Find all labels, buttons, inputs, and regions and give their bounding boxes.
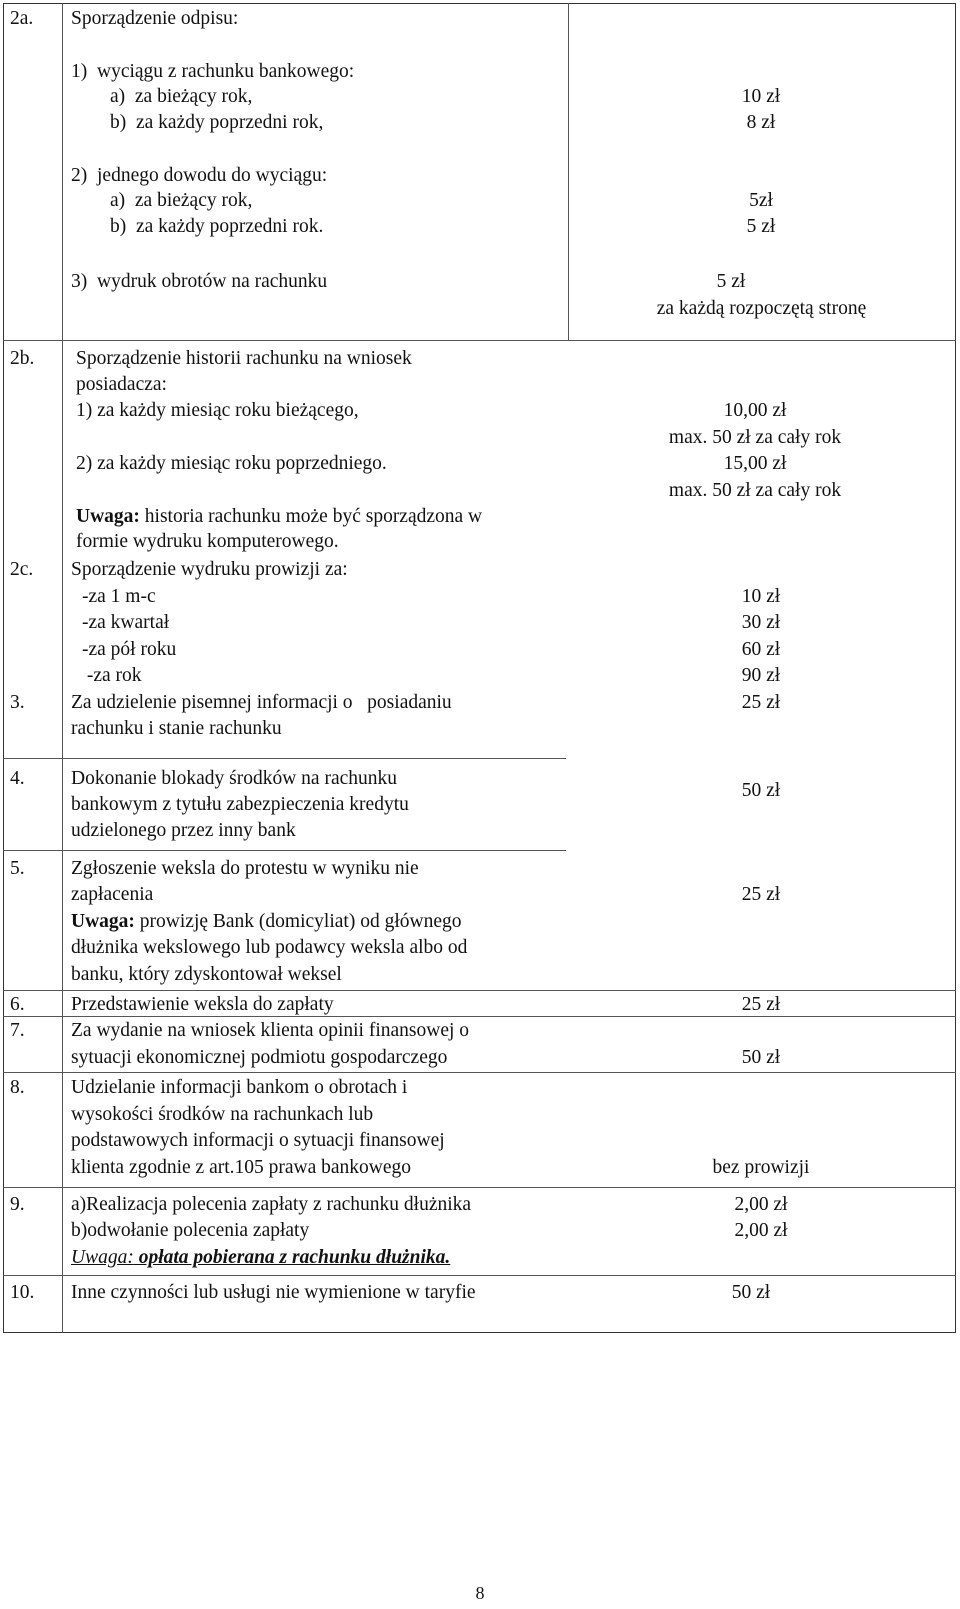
note [76,504,482,530]
list-item: a) za bieżący rok, [110,86,253,107]
row-number: 8. [10,1077,25,1098]
column-divider-number [62,3,63,1333]
row-number: 7. [10,1020,25,1041]
row-number: 10. [10,1282,35,1303]
list-item: 2) jednego dowodu do wyciągu: [71,165,328,186]
row-text: a)Realizacja polecenia zapłaty z rachunku dłużnika [71,1194,472,1215]
note-text: opłata pobierana z rachunku dłużnika. [133,1247,451,1268]
row-text: Za udzielenie pisemnej informacji o posiadaniu [71,692,452,713]
note-text: historia rachunku może być sporządzona w [139,506,483,527]
row-text: klienta zgodnie z art.105 prawa bankowego [71,1157,412,1178]
row-text: Inne czynności lub usługi nie wymienione w taryfie [71,1282,476,1303]
row-text: Udzielanie informacji bankom o obrotach i [71,1077,408,1098]
list-item: -za pół roku [82,639,177,660]
fee-value: 10,00 zł [723,400,787,421]
row-number: 2c. [10,559,34,580]
row-number: 9. [10,1194,25,1215]
row-text: Za wydanie na wniosek klienta opinii finansowej o [71,1020,470,1041]
fee-value: bez prowizji [712,1157,810,1178]
row-text: rachunku i stanie rachunku [71,718,282,739]
note-label: Uwaga: [71,1247,134,1268]
fee-value: 10 zł [741,86,781,107]
list-item: -za kwartał [82,612,170,633]
list-item: -za rok [82,665,142,686]
list-item: 1) wyciągu z rachunku bankowego: [71,61,355,82]
fee-value: 5zł [749,190,773,211]
note-text: prowizję Bank (domicyliat) od głównego [134,911,462,932]
list-item: 3) wydruk obrotów na rachunku [71,271,328,292]
note-text: formie wydruku komputerowego. [76,531,339,552]
row-number: 4. [10,768,25,789]
fee-value: 10 zł [741,586,781,607]
list-item: -za 1 m-c [82,586,156,607]
row-text: Sporządzenie historii rachunku na wniosek [76,348,412,369]
list-item: 2) za każdy miesiąc roku poprzedniego. [76,453,387,474]
row-text: b)odwołanie polecenia zapłaty [71,1220,310,1241]
row-text: udzielonego przez inny bank [71,820,296,841]
fee-value: 8 zł [746,112,776,133]
row-text: zapłacenia [71,884,154,905]
row-text: sytuacji ekonomicznej podmiotu gospodarczego [71,1047,448,1068]
list-item: b) za każdy poprzedni rok, [110,112,324,133]
fee-value: 15,00 zł [723,453,787,474]
row-title: Sporządzenie odpisu: [71,8,239,29]
fee-value: 25 zł [741,692,781,713]
row-divider [3,1072,956,1073]
fee-value: 25 zł [741,884,781,905]
row-text: posiadacza: [76,374,167,395]
fee-limit: max. 50 zł za cały rok [668,427,842,448]
page-number: 8 [475,1583,485,1603]
row-text: Przedstawienie weksla do zapłaty [71,994,334,1015]
fee-value: 50 zł [741,1047,781,1068]
row-number: 2a. [10,8,34,29]
row-number: 3. [10,692,25,713]
note-label: Uwaga: [71,911,135,932]
note [71,909,461,935]
row-divider [3,990,956,991]
row-text: Zgłoszenie weksla do protestu w wyniku nie [71,858,419,879]
fee-value: 90 zł [741,665,781,686]
row-divider [3,850,566,851]
row-text: podstawowych informacji o sytuacji finansowej [71,1130,445,1151]
list-item: b) za każdy poprzedni rok. [110,216,324,237]
row-number: 5. [10,858,25,879]
fee-value: 5 zł [716,271,746,292]
note-text: banku, który zdyskontował weksel [71,964,342,985]
list-item: a) za bieżący rok, [110,190,253,211]
row-text: Dokonanie blokady środków na rachunku [71,768,398,789]
row-number: 2b. [10,348,35,369]
row-divider [3,1275,956,1276]
row-text: bankowym z tytułu zabezpieczenia kredytu [71,794,409,815]
row-title: Sporządzenie wydruku prowizji za: [71,559,348,580]
fee-value: 5 zł [746,216,776,237]
fee-value: 50 zł [731,1282,771,1303]
row-number: 6. [10,994,25,1015]
list-item: 1) za każdy miesiąc roku bieżącego, [76,400,359,421]
fee-value: 60 zł [741,639,781,660]
row-divider [3,758,566,759]
note-label: Uwaga: [76,506,140,527]
fee-value: 2,00 zł [734,1194,788,1215]
fee-value: 30 zł [741,612,781,633]
fee-limit: max. 50 zł za cały rok [668,480,842,501]
fee-value: 50 zł [741,780,781,801]
row-divider [3,340,956,341]
fee-value: 2,00 zł [734,1220,788,1241]
note-text: dłużnika wekslowego lub podawcy weksla albo od [71,937,468,958]
fee-value: 25 zł [741,994,781,1015]
row-divider [3,1187,956,1188]
note [71,1245,450,1271]
fee-note: za każdą rozpoczętą stronę [656,298,867,319]
column-divider-description [568,3,569,340]
row-text: wysokości środków na rachunkach lub [71,1104,374,1125]
